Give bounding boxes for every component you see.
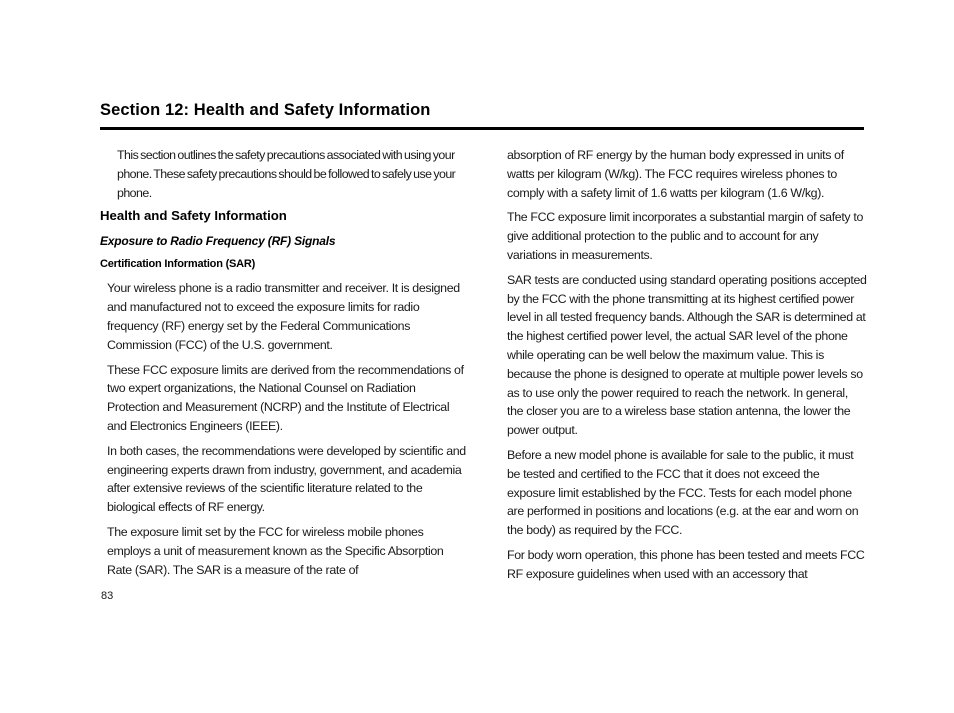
body-paragraph: SAR tests are conducted using standard operating positions accepted by the FCC with the phone transmitting at its highest certified power level in all tested frequency bands. Although the SAR is determined at the highest certified power level, the actual SAR level of the phone while operating can be well below the maximum value. This is because the phone is designed to operate at multiple power levels so as to use only the power required to reach the network. In general, the closer you are to a wireless base station antenna, the lower the power output. [507,272,867,438]
body-paragraph: The FCC exposure limit incorporates a substantial margin of safety to give additional protection to the public and to account for any variations in measurements. [507,210,863,262]
right-column [507,146,867,590]
page-number: 83 [101,590,114,602]
heading-rf-exposure: Exposure to Radio Frequency (RF) Signals [100,234,336,249]
body-paragraph: The exposure limit set by the FCC for wireless mobile phones employs a unit of measurement known as the Specific Absorption Rate (SAR). The SAR is a measure of the rate of [107,524,444,577]
body-paragraph: absorption of RF energy by the human body expressed in units of watts per kilogram (W/kg). The FCC requires wireless phones to comply with a safety limit of 1.6 watts per kilogram (1.6 W/kg). [507,148,844,200]
title-rule [100,127,864,130]
left-column [100,146,468,585]
body-paragraph: In both cases, the recommendations were developed by scientific and engineering experts drawn from industry, government, and academia after extensive reviews of the scientific literature related to the biological effects of RF energy. [107,443,466,515]
heading-health-safety: Health and Safety Information [100,208,287,224]
intro-paragraph: This section outlines the safety precautions associated with using your phone. These safety precautions should be followed to safely use your phone. [117,148,456,200]
section-title: Section 12: Health and Safety Information [100,101,431,119]
body-paragraph: Your wireless phone is a radio transmitter and receiver. It is designed and manufactured not to exceed the exposure limits for radio frequency (RF) energy set by the Federal Communications Commission (FCC) of the U.S. government. [107,281,460,352]
body-paragraph: For body worn operation, this phone has been tested and meets FCC RF exposure guidelines when used with an accessory that [507,547,865,581]
heading-certification-sar: Certification Information (SAR) [100,258,256,271]
body-paragraph: These FCC exposure limits are derived from the recommendations of two expert organizations, the National Counsel on Radiation Protection and Measurement (NCRP) and the Institute of Electrical and Electronics Engineers (IEEE). [107,362,464,433]
body-paragraph: Before a new model phone is available for sale to the public, it must be tested and certified to the FCC that it does not exceed the exposure limit established by the FCC. Tests for each model phone are performed in positions and locations (e.g. at the ear and worn on the body) as required by the FCC. [507,447,859,538]
